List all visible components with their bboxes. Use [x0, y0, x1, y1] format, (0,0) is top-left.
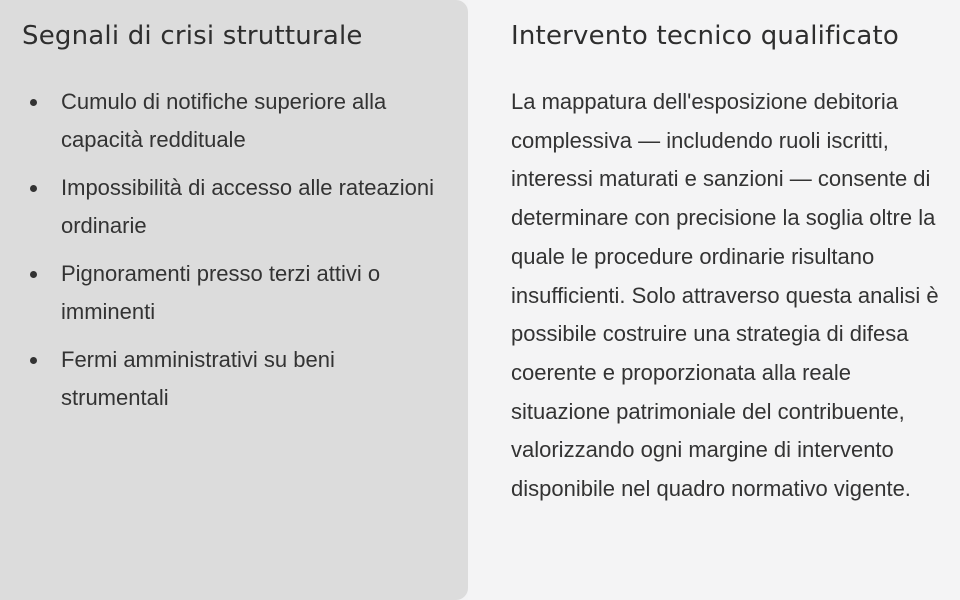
list-item [22, 255, 442, 331]
crisis-signals-title: Segnali di crisi strutturale [22, 21, 363, 51]
list-item [22, 169, 442, 245]
list-item-text: Pignoramenti presso terzi attivi o imminenti [61, 261, 381, 324]
list-item-text: Impossibilità di accesso alle rateazioni ordinarie [61, 175, 434, 238]
bullet-icon [30, 271, 37, 278]
crisis-signals-list [22, 83, 442, 417]
technical-intervention-panel [468, 0, 960, 600]
technical-intervention-title: Intervento tecnico qualificato [511, 21, 899, 51]
technical-intervention-body: La mappatura dell'esposizione debitoria complessiva — includendo ruoli iscritti, interessi maturati e sanzioni — consente di determinare con precisione la soglia oltre la quale le procedure ordinarie risultano insufficienti. Solo attraverso questa analisi è possibile costruire una strategia di difesa coerente e proporzionata alla reale situazione patrimoniale del contribuente, valorizzando ogni margine di intervento disponibile nel quadro normativo vigente. [511, 89, 939, 502]
bullet-icon [30, 357, 37, 364]
bullet-icon [30, 185, 37, 192]
bullet-icon [30, 99, 37, 106]
list-item [22, 341, 442, 417]
list-item [22, 83, 442, 159]
list-item-text: Cumulo di notifiche superiore alla capacità reddituale [61, 89, 387, 152]
crisis-signals-panel [0, 0, 468, 600]
list-item-text: Fermi amministrativi su beni strumentali [61, 347, 335, 410]
